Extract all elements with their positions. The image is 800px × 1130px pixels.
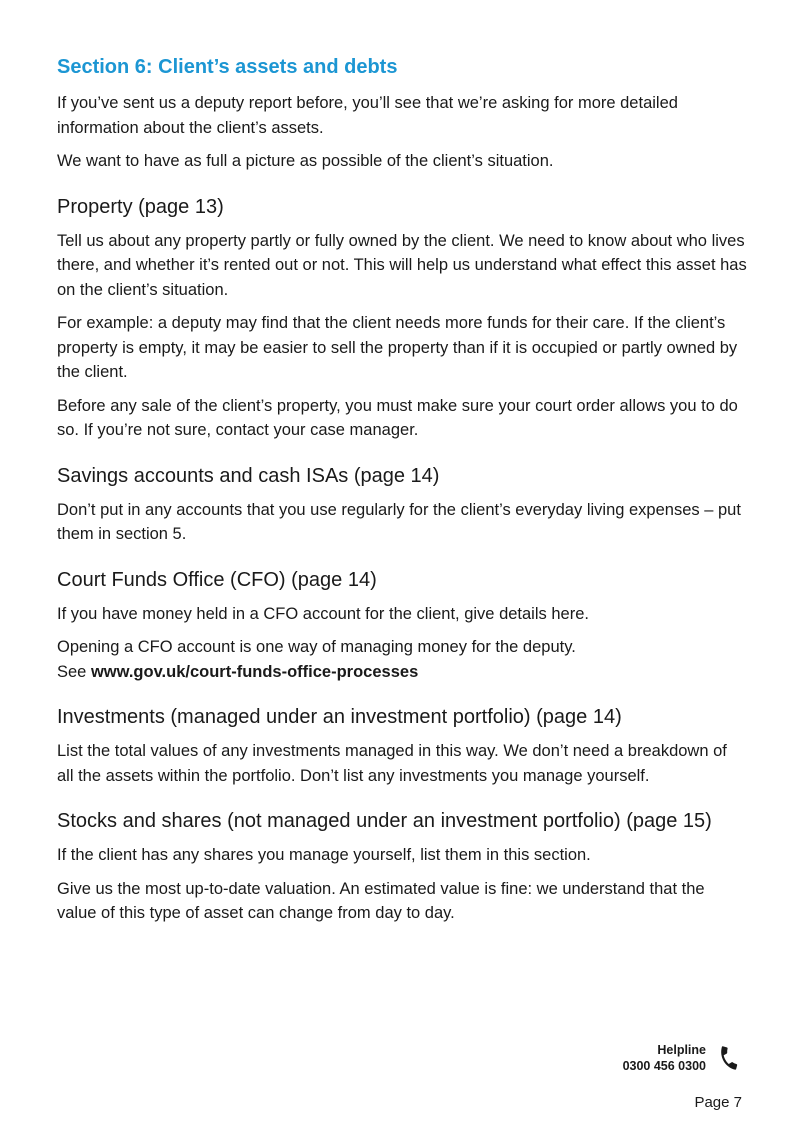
investments-paragraph-1: List the total values of any investments managed in this way. We don’t need a breakdown of all the assets within the portfolio. Don’t list any investments you manage yourself. [57,742,727,785]
helpline [623,1042,742,1074]
section-title: Section 6: Client’s assets and debts [57,56,398,78]
helpline-text [623,1042,706,1074]
intro-paragraph-2: We want to have as full a picture as possible of the client’s situation. [57,152,554,170]
cfo-paragraph-2 [57,635,747,684]
savings-heading: Savings accounts and cash ISAs (page 14) [57,464,440,487]
stocks-paragraph-2: Give us the most up-to-date valuation. An estimated value is fine: we understand that the value of this type of asset can change from day to day. [57,879,705,922]
savings-paragraph-1: Don’t put in any accounts that you use regularly for the client’s everyday living expenses – put them in section 5. [57,500,741,543]
property-paragraph-1: Tell us about any property partly or fully owned by the client. We need to know about who lives there, and whether it’s rented out or not. This will help us understand what effect this asset has on the client’s situation. [57,231,747,299]
stocks-paragraph-1: If the client has any shares you manage yourself, list them in this section. [57,846,591,864]
cfo-paragraph-2-line-1: Opening a CFO account is one way of managing money for the deputy. [57,638,576,656]
helpline-label: Helpline [657,1043,706,1057]
intro-paragraph-1: If you’ve sent us a deputy report before, you’ll see that we’re asking for more detailed information about the client’s assets. [57,94,678,137]
cfo-heading: Court Funds Office (CFO) (page 14) [57,568,377,591]
cfo-processes-link[interactable]: www.gov.uk/court-funds-office-processes [90,662,419,681]
cfo-paragraph-1: If you have money held in a CFO account for the client, give details here. [57,604,589,623]
cfo-see-text: See [57,662,91,681]
property-paragraph-2: For example: a deputy may find that the client needs more funds for their care. If the client’s property is empty, it may be easier to sell the property than if it is occupied or partly owned by the client. [57,314,738,381]
investments-heading: Investments (managed under an investment portfolio) (page 14) [57,706,622,728]
property-heading: Property (page 13) [57,195,224,218]
helpline-number: 0300 456 0300 [622,1059,706,1073]
document-page [57,54,747,935]
phone-icon [716,1043,742,1073]
property-paragraph-3: Before any sale of the client’s property, you must make sure your court order allows you to do so. If you’re not sure, contact your case manager. [57,396,738,439]
stocks-heading: Stocks and shares (not managed under an investment portfolio) (page 15) [57,810,712,832]
page-number: Page 7 [694,1094,742,1111]
